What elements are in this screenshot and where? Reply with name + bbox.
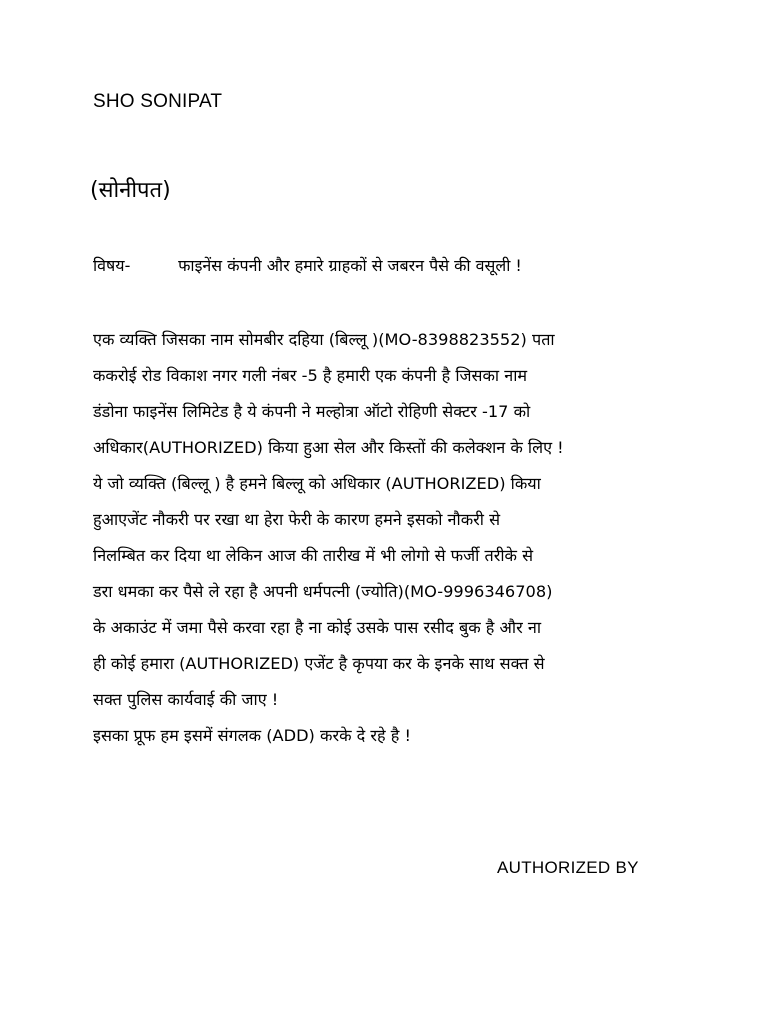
letter-body: [93, 322, 693, 754]
body-line: ये जो व्यक्ति (बिल्लू ) है हमने बिल्लू को अधिकार (AUTHORIZED) किया: [93, 474, 541, 493]
signature-label: AUTHORIZED BY: [497, 858, 639, 877]
body-line: इसका प्रूफ हम इसमें संगलक (ADD) करके दे रहे है !: [93, 726, 411, 745]
addressee-heading: SHO SONIPAT: [93, 91, 223, 112]
body-line: ही कोई हमारा (AUTHORIZED) एजेंट है कृपया कर के इनके साथ सक्त से: [93, 654, 545, 673]
body-line: अधिकार(AUTHORIZED) किया हुआ सेल और किस्तों की कलेक्शन के लिए !: [93, 438, 564, 457]
subject-line: [93, 254, 522, 276]
body-line: ककरोई रोड विकाश नगर गली नंबर -5 है हमारी एक कंपनी है जिसका नाम: [93, 366, 528, 385]
body-line: डंडोना फाइनेंस लिमिटेड है ये कंपनी ने मल्होत्रा ऑटो रोहिणी सेक्टर -17 को: [93, 402, 531, 421]
body-line: सक्त पुलिस कार्यवाई की जाए !: [93, 690, 279, 709]
subject-text: फाइनेंस कंपनी और हमारे ग्राहकों से जबरन पैसे की वसूली !: [178, 256, 522, 275]
body-line: एक व्यक्ति जिसका नाम सोमबीर दहिया (बिल्लू )(MO-8398823552) पता: [93, 330, 555, 349]
body-line: डरा धमका कर पैसे ले रहा है अपनी धर्मपत्नी (ज्योति)(MO-9996346708): [93, 582, 553, 601]
body-line: निलम्बित कर दिया था लेकिन आज की तारीख में भी लोगो से फर्जी तरीके से: [93, 546, 534, 565]
body-line: के अकाउंट में जमा पैसे करवा रहा है ना कोई उसके पास रसीद बुक है और ना: [93, 618, 542, 637]
city-heading: (सोनीपत): [90, 178, 171, 203]
body-line: हुआएजेंट नौकरी पर रखा था हेरा फेरी के कारण हमने इसको नौकरी से: [93, 510, 501, 529]
subject-label: विषय-: [93, 256, 131, 275]
